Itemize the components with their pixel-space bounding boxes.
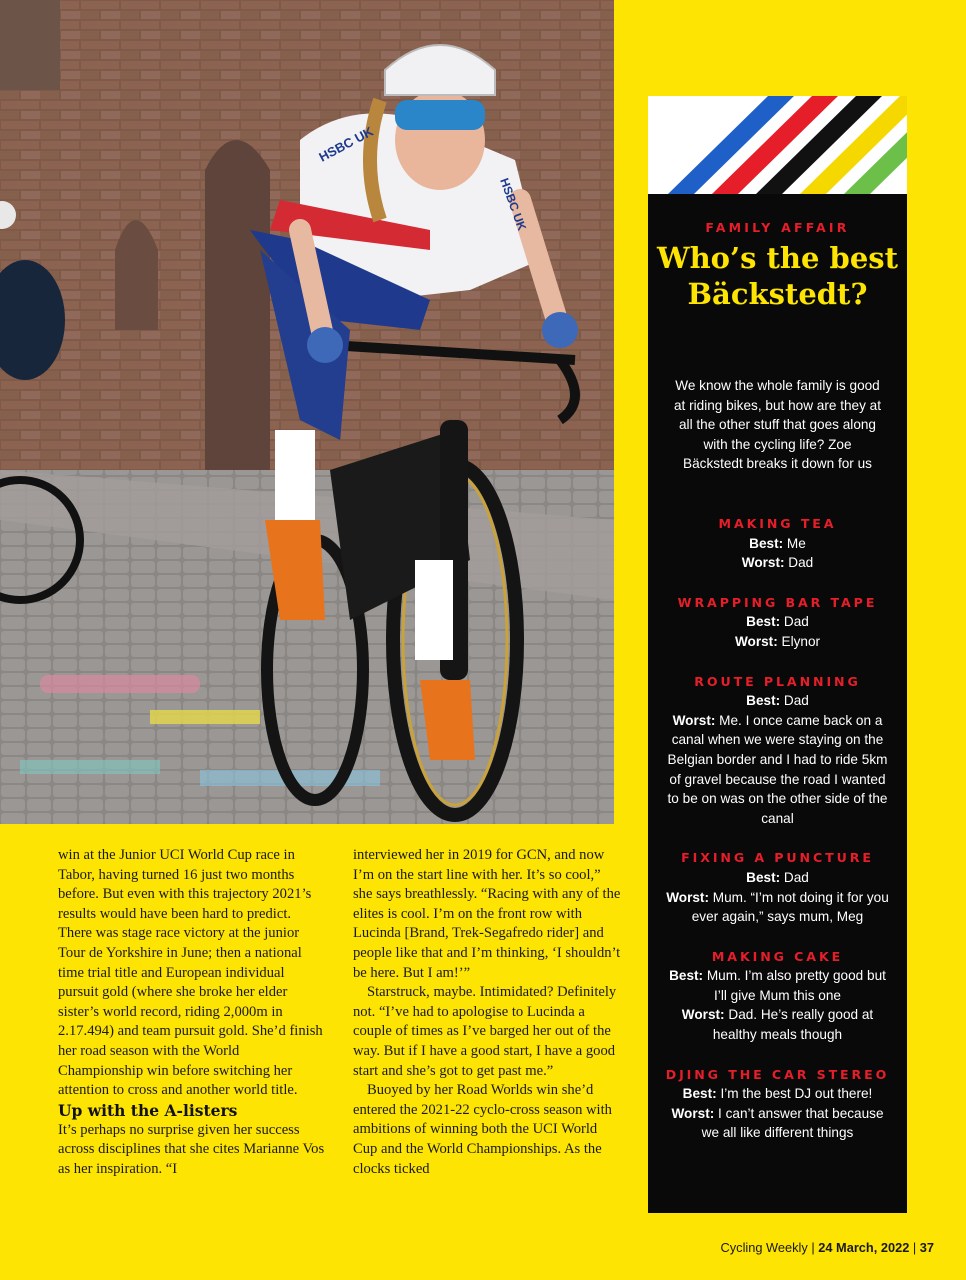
footer-separator: |: [912, 1240, 917, 1255]
worst-line: [662, 1104, 893, 1143]
item-heading: DJING THE CAR STEREO: [665, 1066, 890, 1082]
item-heading: MAKING TEA: [718, 516, 837, 531]
sidebar-item: [662, 514, 893, 573]
world-champion-stripes: [648, 96, 907, 194]
worst-line: [662, 553, 893, 573]
article-column-2: [353, 846, 621, 1179]
worst-label: Worst:: [734, 633, 778, 649]
worst-value: Dad. He’s really good at healthy meals though: [712, 1007, 874, 1043]
best-value: I’m the best DJ out there!: [716, 1086, 873, 1102]
page-footer: [721, 1240, 934, 1255]
best-label: Best:: [749, 535, 784, 551]
footer-separator: |: [811, 1240, 815, 1255]
worst-line: [662, 1005, 893, 1044]
article-paragraph: It’s perhaps no surprise given her success across disciplines that she cites Marianne Vos as her inspiration. “I: [58, 1121, 325, 1177]
sidebar-box: [648, 96, 907, 1213]
article-paragraph: Starstruck, maybe. Intimidated? Definitely not. “I’ve had to apologise to Lucinda a couple of times as I’ve barged her out of the way. But if I have a good start, I have a good start and she’s got to get past me.”: [353, 984, 617, 1079]
worst-value: Dad: [784, 555, 814, 571]
best-label: Best:: [682, 1086, 717, 1102]
worst-label: Worst:: [681, 1007, 725, 1023]
sidebar-item: [662, 947, 893, 1045]
worst-value: I can’t answer that because we all like different things: [701, 1105, 884, 1141]
worst-line: [662, 711, 893, 829]
worst-label: Worst:: [671, 1105, 715, 1121]
sidebar-item: [662, 848, 893, 926]
best-label: Best:: [746, 614, 781, 630]
worst-line: [662, 632, 893, 652]
sidebar-title: Who’s the best Bäckstedt?: [657, 241, 898, 311]
jersey-logo-text-sleeve: HSBC UK: [497, 176, 530, 233]
article-paragraph: Buoyed by her Road Worlds win she’d entered the 2021-22 cyclo-cross season with ambitions of winning both the UCI World Cup and the World Championships. As the clocks ticked: [353, 1082, 612, 1177]
hero-photo: [0, 0, 614, 824]
best-value: Dad: [780, 614, 809, 630]
item-heading: WRAPPING BAR TAPE: [677, 594, 878, 610]
best-line: [662, 691, 893, 711]
item-heading: MAKING CAKE: [711, 948, 844, 964]
worst-value: Me. I once came back on a canal when we were staying on the Belgian border and I had to ride 5km of gravel because the road I wanted to be on was on the other side of the canal: [667, 712, 888, 826]
article-column-1: [58, 846, 326, 1180]
footer-date: 24 March, 2022: [818, 1240, 910, 1255]
worst-value: Mum. “I’m not doing it for you ever again,” says mum, Meg: [691, 889, 889, 925]
best-line: [662, 534, 893, 554]
sidebar-item: [662, 672, 893, 829]
sidebar-intro: We know the whole family is good at riding bikes, but how are they at all the other stuff that goes along with the cycling life? Zoe Bäckstedt breaks it down for us: [673, 378, 882, 472]
best-label: Best:: [746, 693, 781, 709]
arch-window: [115, 220, 158, 330]
article-paragraph: win at the Junior UCI World Cup race in Tabor, having turned 16 just two months before. But even with this trajectory 2021’s results would have been hard to predict. There was stage race victory at the junior Tour de Yorkshire in June; then a national time trial title and European individual pursuit gold (where she broke her elder sister’s world record, riding 2,000m in 2.17.494) and team pursuit gold. She’d finish her road season with the World Championship win before switching her attention to cross and another world title.: [58, 847, 323, 1099]
worst-label: Worst:: [672, 712, 716, 728]
best-line: [662, 868, 893, 888]
article-subheading: Up with the A-listers: [58, 1100, 238, 1120]
stripes-graphic: [648, 96, 907, 194]
best-label: Best:: [746, 869, 781, 885]
arch-doorway: [205, 140, 270, 480]
sidebar-items: [662, 514, 893, 1163]
item-heading: FIXING A PUNCTURE: [681, 850, 874, 866]
sidebar-item: [662, 1065, 893, 1143]
cyclist-illustration: [0, 0, 614, 824]
best-value: Dad: [780, 869, 809, 885]
worst-label: Worst:: [666, 889, 709, 905]
worst-label: Worst:: [741, 555, 785, 571]
page-number: 37: [919, 1240, 934, 1255]
best-line: [662, 612, 893, 632]
worst-value: Elynor: [777, 633, 821, 649]
item-heading: ROUTE PLANNING: [694, 673, 861, 689]
best-line: [662, 1084, 893, 1104]
sidebar-kicker: FAMILY AFFAIR: [705, 220, 850, 235]
worst-line: [662, 888, 893, 927]
best-value: Me: [783, 535, 806, 551]
best-value: Mum. I’m also pretty good but I’ll give Mum this one: [703, 968, 886, 1003]
best-value: Dad: [780, 693, 809, 709]
best-line: [662, 966, 893, 1005]
footer-publication: Cycling Weekly: [720, 1240, 808, 1255]
best-label: Best:: [669, 968, 704, 984]
jersey-logo-text: HSBC UK: [316, 123, 376, 165]
sidebar-item: [662, 593, 893, 652]
article-paragraph: interviewed her in 2019 for GCN, and now I’m on the start line with her. It’s so cool,” she says breathlessly. “Racing with any of the elites is cool. I’m on the front row with Lucinda [Brand, Trek-Segafredo rider] and people like that and I’m thinking, ‘I shouldn’t be here. But I am!’”: [353, 847, 621, 981]
